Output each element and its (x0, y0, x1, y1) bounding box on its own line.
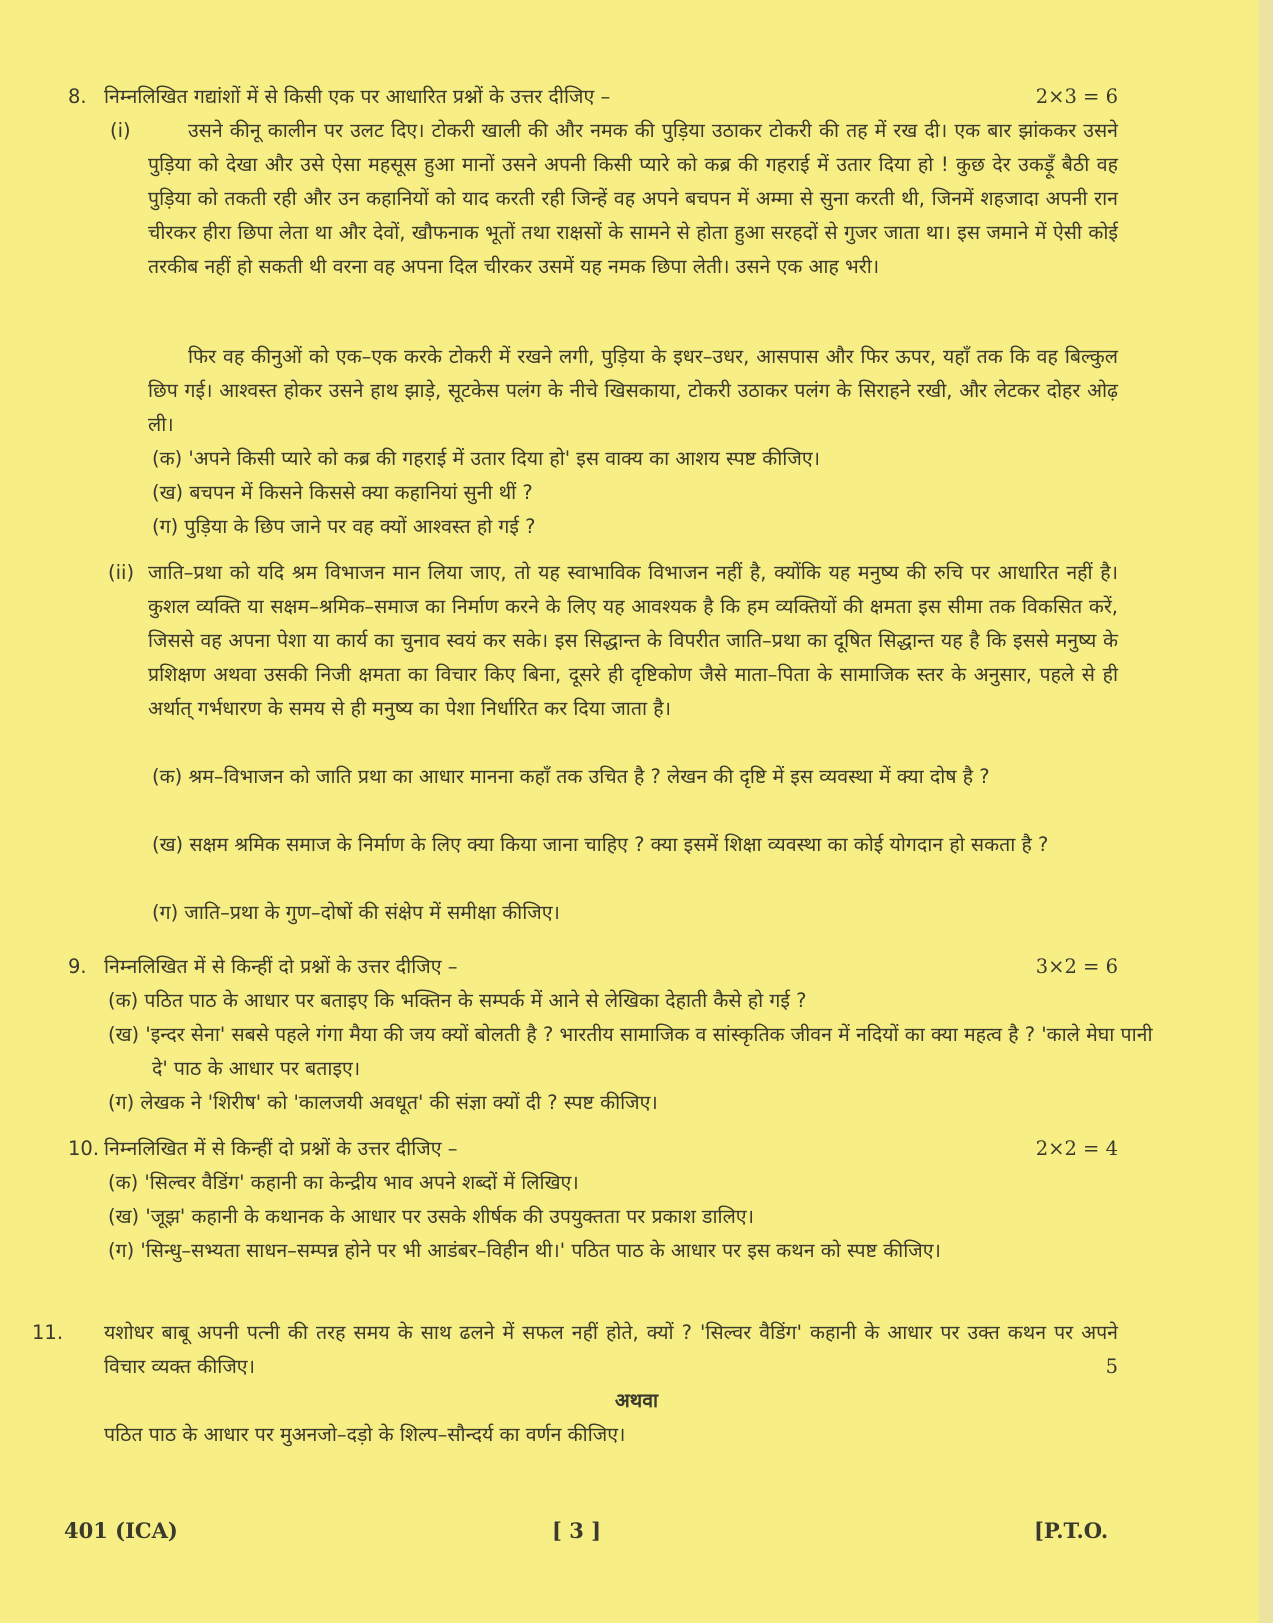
passage-2-question-c: (ग) जाति–प्रथा के गुण–दोषों की संक्षेप में समीक्षा कीजिए। (152, 901, 560, 924)
or-separator: अथवा (614, 1389, 659, 1412)
page-number: [ 3 ] (552, 1518, 602, 1543)
question-9-option-b: (ख) 'इन्दर सेना' सबसे पहले गंगा मैया की जय क्यों बोलती है ? भारतीय सामाजिक व सांस्कृतिक जीवन में नदियों का क्या महत्व है ? 'काले मेघा पानी दे' पाठ के आधार पर बताइए। (108, 1023, 1153, 1080)
passage-1-paragraph-2: फिर वह कीनुओं को एक–एक करके टोकरी में रखने लगी, पुड़िया के इधर–उधर, आसपास और फिर ऊपर, यहाँ तक कि वह बिल्कुल छिप गई। आश्वस्त होकर उसने हाथ झाड़े, सूटकेस पलंग के नीचे खिसकाया, टोकरी उठाकर पलंग के सिराहने रखी, और लेटकर दोहर ओढ़ ली। (148, 345, 1118, 436)
question-text: निम्नलिखित गद्यांशों में से किसी एक पर आधारित प्रश्नों के उत्तर दीजिए – (104, 85, 611, 108)
question-number: 11. (32, 1321, 64, 1344)
please-turn-over: [P.T.O. (1034, 1518, 1109, 1543)
passage-1-question-b: (ख) बचपन में किसने किससे क्या कहानियां सुनी थीं ? (152, 481, 533, 504)
question-number: 10. (68, 1137, 100, 1160)
question-9-heading (68, 950, 1118, 984)
passage-2-question-a: (क) श्रम–विभाजन को जाति प्रथा का आधार मानना कहाँ तक उचित है ? लेखन की दृष्टि में इस व्यवस्था में क्या दोष है ? (152, 765, 990, 788)
question-marks: 3×2 = 6 (1035, 955, 1118, 978)
passage-1-question-a: (क) 'अपने किसी प्यारे को कब्र की गहराई में उतार दिया हो' इस वाक्य का आशय स्पष्ट कीजिए। (152, 447, 820, 470)
page-edge (1259, 0, 1273, 1623)
question-8-heading (68, 80, 1118, 114)
question-9-option-a: (क) पठित पाठ के आधार पर बताइए कि भक्तिन के सम्पर्क में आने से लेखिका देहाती कैसे हो गई ? (108, 989, 807, 1012)
passage-label: (ii) (108, 561, 135, 584)
question-10-option-b: (ख) 'जूझ' कहानी के कथानक के आधार पर उसके शीर्षक की उपयुक्तता पर प्रकाश डालिए। (108, 1205, 754, 1228)
passage-2-paragraph: जाति–प्रथा को यदि श्रम विभाजन मान लिया जाए, तो यह स्वाभाविक विभाजन नहीं है, क्योंकि यह मनुष्य की रुचि पर आधारित नहीं है। कुशल व्यक्ति या सक्षम–श्रमिक–समाज का निर्माण करने के लिए यह आवश्यक है कि हम व्यक्तियों की क्षमता इस सीमा तक विकसित करें, जिससे वह अपना पेशा या कार्य का चुनाव स्वयं कर सके। इस सिद्धान्त के विपरीत जाति–प्रथा का दूषित सिद्धान्त यह है कि इससे मनुष्य के प्रशिक्षण अथवा उसकी निजी क्षमता का विचार किए बिना, दूसरे ही दृष्टिकोण जैसे माता–पिता के सामाजिक स्तर के अनुसार, पहले से ही अर्थात् गर्भधारण के समय से ही मनुष्य का पेशा निर्धारित कर दिया जाता है। (148, 561, 1118, 720)
passage-2-question-b: (ख) सक्षम श्रमिक समाज के निर्माण के लिए क्या किया जाना चाहिए ? क्या इसमें शिक्षा व्यवस्था का कोई योगदान हो सकता है ? (152, 833, 1049, 856)
question-text: निम्नलिखित में से किन्हीं दो प्रश्नों के उत्तर दीजिए – (104, 1137, 458, 1160)
question-10-option-c: (ग) 'सिन्धु–सभ्यता साधन–सम्पन्न होने पर भी आडंबर–विहीन थी।' पठित पाठ के आधार पर इस कथन को स्पष्ट कीजिए। (108, 1239, 941, 1262)
question-9-option-c: (ग) लेखक ने 'शिरीष' को 'कालजयी अवधूत' की संज्ञा क्यों दी ? स्पष्ट कीजिए। (108, 1091, 658, 1114)
passage-label: (i) (110, 119, 131, 142)
question-number: 8. (68, 85, 87, 108)
question-marks: 2×2 = 4 (1035, 1137, 1118, 1160)
passage-1-question-c: (ग) पुड़िया के छिप जाने पर वह क्यों आश्वस्त हो गई ? (152, 515, 536, 538)
question-text: यशोधर बाबू अपनी पत्नी की तरह समय के साथ ढलने में सफल नहीं होते, क्यों ? 'सिल्वर वैडिंग' कहानी के आधार पर उक्त कथन पर अपने विचार व्यक्त कीजिए। (104, 1321, 1118, 1378)
question-10-option-a: (क) 'सिल्वर वैडिंग' कहानी का केन्द्रीय भाव अपने शब्दों में लिखिए। (108, 1171, 579, 1194)
paper-code: 401 (ICA) (64, 1518, 178, 1543)
question-10-heading (68, 1132, 1118, 1166)
question-text: निम्नलिखित में से किन्हीं दो प्रश्नों के उत्तर दीजिए – (104, 955, 458, 978)
question-marks: 2×3 = 6 (1035, 85, 1118, 108)
question-marks: 5 (1105, 1355, 1118, 1378)
question-number: 9. (68, 955, 87, 978)
passage-1-paragraph-1: उसने कीनू कालीन पर उलट दिए। टोकरी खाली की और नमक की पुड़िया उठाकर टोकरी की तह में रख दी। एक बार झांककर उसने पुड़िया को देखा और उसे ऐसा महसूस हुआ मानों उसने अपनी किसी प्यारे को कब्र की गहराई में उतार दिया हो ! कुछ देर उकड़ूँ बैठी वह पुड़िया को तकती रही और उन कहानियों को याद करती रही जिन्हें वह अपने बचपन में अम्मा से सुना करती थी, जिनमें शहजादा अपनी रान चीरकर हीरा छिपा लेता था और देवों, खौफनाक भूतों तथा राक्षसों के सामने से होता हुआ सरहदों से गुजर जाता था। इस जमाने में ऐसी कोई तरकीब नहीं हो सकती थी वरना वह अपना दिल चीरकर उसमें यह नमक छिपा लेती। उसने एक आह भरी। (148, 119, 1118, 278)
question-11-heading (32, 1316, 1118, 1384)
question-11-alternative: पठित पाठ के आधार पर मुअनजो–दड़ो के शिल्प–सौन्दर्य का वर्णन कीजिए। (104, 1423, 626, 1446)
